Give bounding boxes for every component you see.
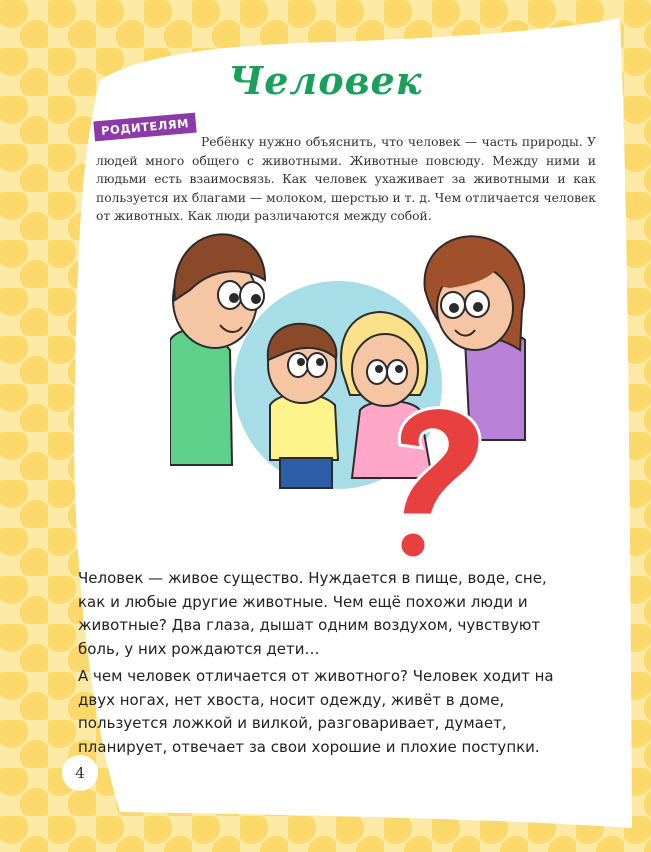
page-title: Человек <box>228 58 423 103</box>
paragraph-2: А чем человек отличается от животного? Человек ходит на двух ногах, нет хвоста, носит одежду, живёт в доме, пользуется ложкой и вилкой, разговаривает, думает, планирует, отвечает за свои хорошие и плохие поступки. <box>78 667 554 756</box>
girl-figure <box>341 312 432 478</box>
paragraph-1: Человек — живое существо. Нуждается в пище, воде, сне, как и любые другие животные. Чем ещё похожи люди и животные? Два глаза, дышат одним воздухом, чувствуют боль, у них рождаются дети… <box>78 569 547 658</box>
parents-note: Ребёнку нужно объяснить, что человек — часть природы. У людей много общего с животными. Животные повсюду. Между ними и людьми есть взаимосвязь. Как человек ухаживает за животными и как пользуется их благами — молоком, шерстью и т. д. Чем отличается человек от животных. Как люди различаются между собой. <box>96 135 596 223</box>
page-number: 4 <box>62 755 98 791</box>
family-illustration <box>170 230 530 560</box>
question-mark-icon <box>399 408 480 558</box>
parents-badge: РОДИТЕЛЯМ <box>93 113 196 142</box>
